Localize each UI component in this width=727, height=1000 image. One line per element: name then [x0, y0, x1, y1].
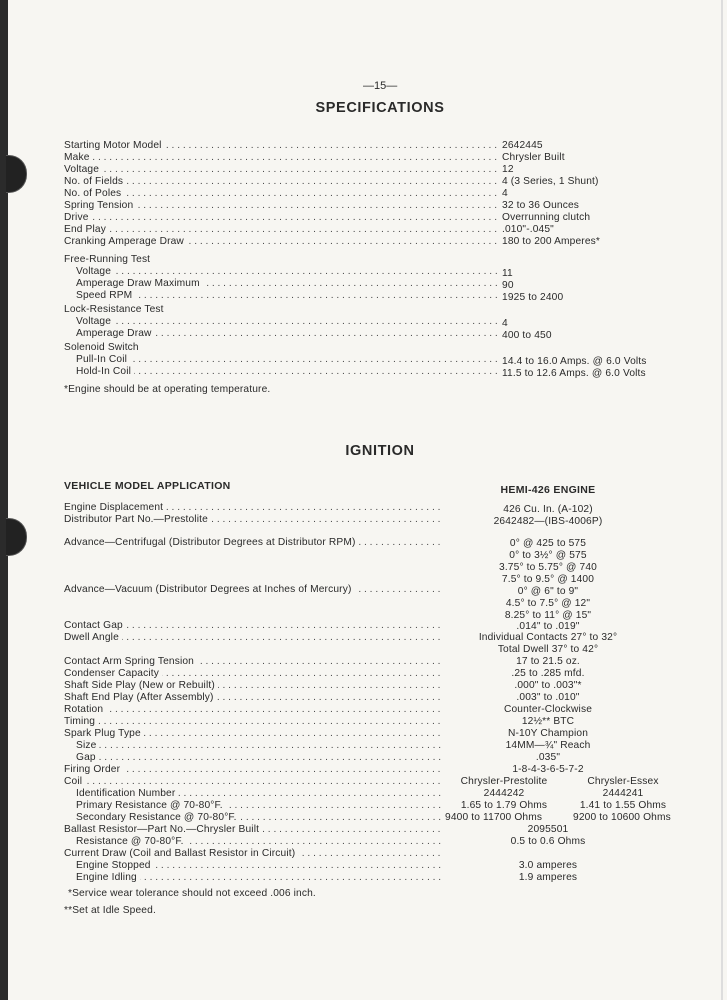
spec-row: Ballast Resistor—Part No.—Chrysler Built . . . [64, 824, 442, 836]
footnote: *Engine should be at operating temperature. [64, 384, 271, 395]
spec-value: 3.0 amperes [518, 860, 578, 871]
spec-value: 14MM—¾" Reach [505, 740, 591, 751]
spec-value: Counter-Clockwise [503, 704, 593, 715]
binder-hole [6, 155, 27, 193]
spec-value: 7.5° to 9.5° @ 1400 [501, 574, 595, 585]
spec-row: No. of Fields . . . [64, 176, 497, 188]
spec-value: 0° @ 6" to 9" [517, 586, 579, 597]
spec-row: Resistance @ 70-80°F. . . . [76, 836, 442, 848]
spec-row: Size . . . [76, 740, 442, 752]
document-page [8, 0, 727, 1000]
spec-row: Amperage Draw . . . [76, 328, 497, 340]
spec-value: Overrunning clutch [502, 212, 591, 223]
spec-row: Pull-In Coil . . . [76, 354, 497, 366]
spec-value: 1-8-4-3-6-5-7-2 [512, 764, 584, 775]
column-header-left: VEHICLE MODEL APPLICATION [64, 480, 231, 492]
spec-row: Engine Stopped . . . [76, 860, 442, 872]
spec-row: Amperage Draw Maximum . . . [76, 278, 497, 290]
spec-value: 12 [502, 164, 514, 175]
spec-row: Speed RPM . . . [76, 290, 497, 302]
spec-value: 1.9 amperes [518, 872, 578, 883]
spec-row: Engine Displacement . . . [64, 502, 442, 514]
spec-row: End Play . . . [64, 224, 497, 236]
section-heading: Solenoid Switch [64, 342, 139, 353]
spec-value: 4 (3 Series, 1 Shunt) [502, 176, 599, 187]
spec-row: Condenser Capacity . . . [64, 668, 442, 680]
spec-value: 14.4 to 16.0 Amps. @ 6.0 Volts [502, 356, 647, 367]
spec-value: 426 Cu. In. (A-102) [503, 504, 593, 515]
section-heading: Lock-Resistance Test [64, 304, 164, 315]
spec-value: 2444242 [483, 788, 525, 799]
spec-row: Engine Idling . . . [76, 872, 442, 884]
spec-row: Current Draw (Coil and Ballast Resistor in Circuit) . . . [64, 848, 442, 860]
spec-row: Advance—Vacuum (Distributor Degrees at Inches of Mercury) . . . [64, 584, 442, 596]
spec-value: .010"-.045" [502, 224, 554, 235]
spec-value: .035" [535, 752, 561, 763]
spec-value: .003" to .010" [516, 692, 580, 703]
column-header-right: HEMI-426 ENGINE [500, 484, 596, 496]
spec-value: 8.25° to 11° @ 15" [504, 610, 592, 621]
spec-value: 9200 to 10600 Ohms [573, 812, 671, 823]
spec-value: Chrysler Built [502, 152, 565, 163]
spec-value: N-10Y Champion [507, 728, 589, 739]
spec-row: Shaft Side Play (New or Rebuilt) . . . [64, 680, 442, 692]
spec-value: .000" to .003"* [514, 680, 582, 691]
spec-value: 2642482—(IBS-4006P) [493, 516, 603, 527]
ignition-title: IGNITION [345, 443, 415, 459]
spec-value: 9400 to 11700 Ohms [445, 812, 543, 823]
spec-value: 32 to 36 Ounces [502, 200, 580, 211]
spec-row: Gap . . . [76, 752, 442, 764]
page-edge [721, 0, 723, 1000]
spec-value: 180 to 200 Amperes* [502, 236, 600, 247]
spec-row: Spark Plug Type . . . [64, 728, 442, 740]
section-heading: Free-Running Test [64, 254, 151, 265]
spec-row: Coil . . . [64, 776, 442, 788]
spec-value: 4 [502, 318, 508, 329]
spec-value: Individual Contacts 27° to 32° [478, 632, 618, 643]
spec-value: 11 [502, 268, 513, 279]
spec-value: 0.5 to 0.6 Ohms [510, 836, 586, 847]
spec-row: Advance—Centrifugal (Distributor Degrees at Distributor RPM) . . . [64, 537, 442, 549]
spec-row: Secondary Resistance @ 70-80°F. . . . [76, 812, 442, 824]
spec-value: Chrysler-Essex [587, 776, 659, 787]
footnote: **Set at Idle Speed. [64, 905, 156, 916]
spec-row: Spring Tension . . . [64, 200, 497, 212]
spec-row: Starting Motor Model . . . [64, 140, 497, 152]
spec-row: Identification Number . . . [76, 788, 442, 800]
spec-value: 11.5 to 12.6 Amps. @ 6.0 Volts [502, 368, 646, 379]
spec-row: Timing . . . [64, 716, 442, 728]
spec-value: 1.41 to 1.55 Ohms [579, 800, 667, 811]
spec-value: 3.75° to 5.75° @ 740 [499, 562, 597, 573]
spec-value: 1925 to 2400 [502, 292, 564, 303]
spec-value: 0° to 3½° @ 575 [509, 550, 587, 561]
spec-value: 4 [502, 188, 508, 199]
spec-value: 0° @ 425 to 575 [509, 538, 587, 549]
spec-value: 17 to 21.5 oz. [516, 656, 580, 667]
spec-value: 1.65 to 1.79 Ohms [460, 800, 548, 811]
spec-row: Voltage . . . [64, 164, 497, 176]
spec-value: 12½** BTC [521, 716, 575, 727]
spec-value: .014" to .019" [516, 621, 580, 632]
spec-row: Contact Gap . . . [64, 620, 442, 632]
spec-value: 4.5° to 7.5° @ 12" [505, 598, 591, 609]
spec-value: 90 [502, 280, 514, 291]
spec-value: Chrysler-Prestolite [460, 776, 548, 787]
spec-row: Distributor Part No.—Prestolite . . . [64, 514, 442, 526]
spec-value: 2642445 [502, 140, 543, 151]
spec-row: Rotation . . . [64, 704, 442, 716]
specifications-title: SPECIFICATIONS [315, 100, 445, 116]
spec-row: No. of Poles . . . [64, 188, 497, 200]
spec-value: 2444241 [602, 788, 644, 799]
spec-value: 400 to 450 [502, 330, 552, 341]
spec-row: Voltage . . . [76, 266, 497, 278]
spec-row: Firing Order . . . [64, 764, 442, 776]
spec-row: Primary Resistance @ 70-80°F. . . . [76, 800, 442, 812]
spec-row: Shaft End Play (After Assembly) . . . [64, 692, 442, 704]
footnote: *Service wear tolerance should not exceed .006 inch. [68, 888, 316, 899]
spec-row: Dwell Angle . . . [64, 632, 442, 644]
spec-row: Voltage . . . [76, 316, 497, 328]
spec-row: Drive . . . [64, 212, 497, 224]
spec-value: Total Dwell 37° to 42° [497, 644, 599, 655]
spec-value: .25 to .285 mfd. [511, 668, 585, 679]
page-number: —15— [363, 80, 398, 92]
spec-row: Hold-In Coil . . . [76, 366, 497, 378]
spec-row: Contact Arm Spring Tension . . . [64, 656, 442, 668]
spec-row: Cranking Amperage Draw . . . [64, 236, 497, 248]
binder-hole [6, 518, 27, 556]
spec-value: 2095501 [527, 824, 569, 835]
spec-row: Make . . . [64, 152, 497, 164]
